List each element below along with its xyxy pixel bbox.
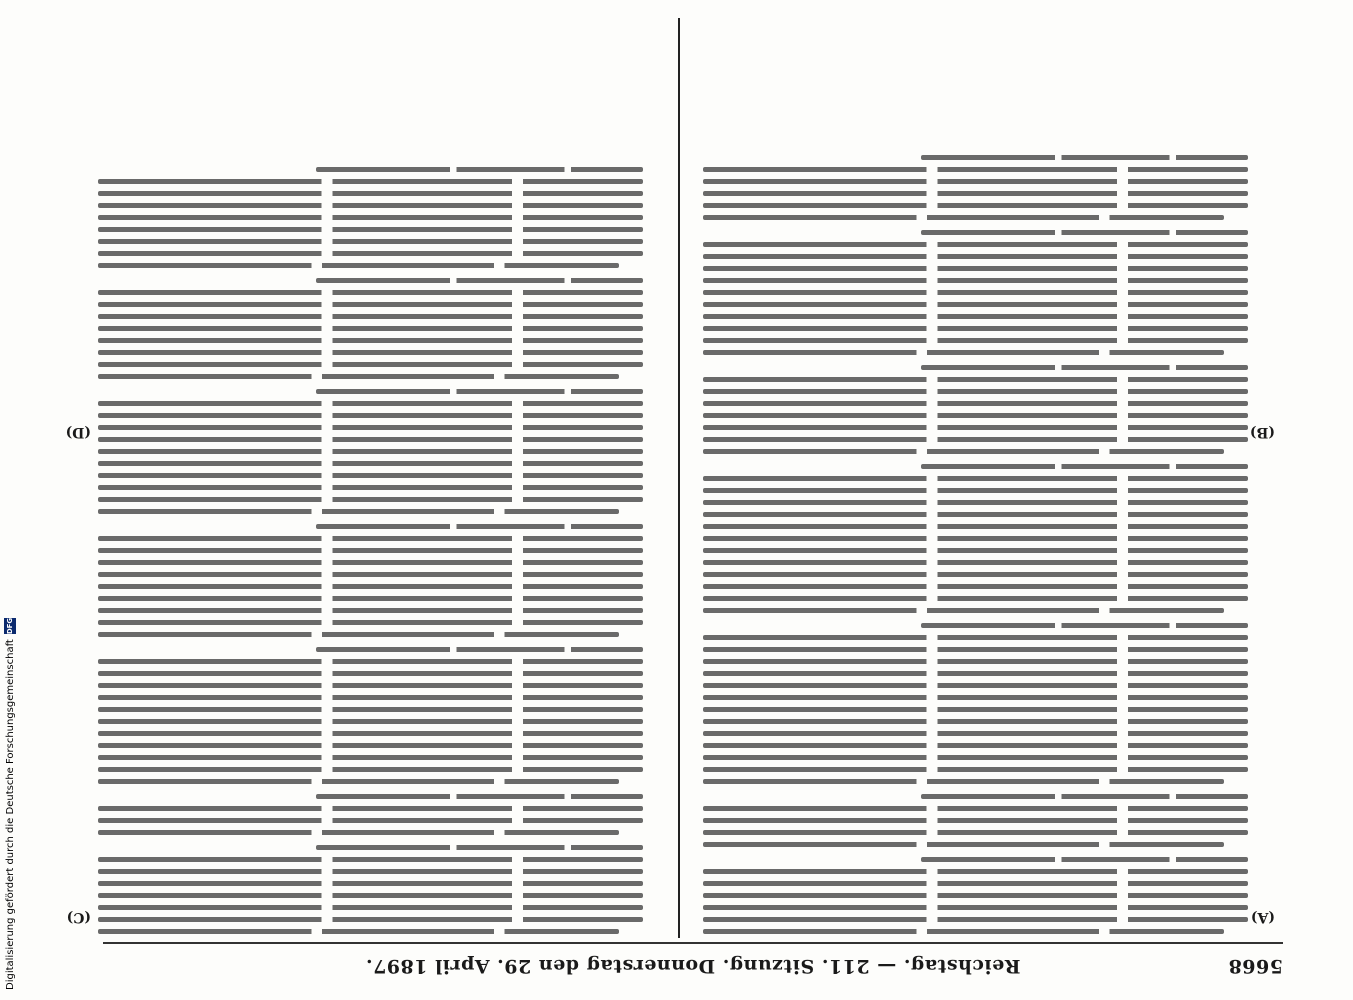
- text-line: [703, 779, 1224, 784]
- text-line: [703, 290, 1248, 295]
- text-line: [703, 719, 1248, 724]
- text-line: [703, 560, 1248, 565]
- text-line: [703, 548, 1248, 553]
- margin-marker-d: (D): [65, 424, 91, 440]
- text-line: [98, 401, 643, 406]
- credit-text: Digitalisierung gefördert durch die Deutsche Forschungsgemeinschaft: [4, 639, 16, 990]
- text-line: [703, 500, 1248, 505]
- text-line: [703, 647, 1248, 652]
- page-number: 5668: [1228, 955, 1283, 977]
- text-line: [921, 857, 1248, 862]
- text-line: [98, 632, 619, 637]
- text-line: [703, 767, 1248, 772]
- running-head: Reichstag. — 211. Sitzung. Donnerstag den 29. April 1897.: [365, 955, 1021, 977]
- text-line: [703, 278, 1248, 283]
- text-line: [703, 449, 1224, 454]
- text-line: [703, 536, 1248, 541]
- text-line: [316, 524, 643, 529]
- text-line: [98, 584, 643, 589]
- text-line: [98, 251, 643, 256]
- paragraph-placeholder: [703, 365, 1248, 454]
- text-line: [703, 743, 1248, 748]
- text-line: [98, 215, 643, 220]
- text-line: [703, 302, 1248, 307]
- text-line: [703, 476, 1248, 481]
- text-line: [703, 326, 1248, 331]
- text-line: [703, 488, 1248, 493]
- text-line: [703, 683, 1248, 688]
- text-line: [703, 401, 1248, 406]
- text-line: [921, 794, 1248, 799]
- paragraph-placeholder: [98, 647, 643, 784]
- text-line: [921, 464, 1248, 469]
- text-line: [703, 830, 1248, 835]
- text-line: [703, 869, 1248, 874]
- column-divider: [678, 18, 680, 938]
- text-line: [98, 671, 643, 676]
- paragraph-placeholder: [98, 167, 643, 268]
- text-line: [98, 929, 619, 934]
- text-line: [98, 302, 643, 307]
- paragraph-placeholder: [703, 230, 1248, 355]
- margin-marker-b: (B): [1249, 424, 1275, 440]
- paragraph-placeholder: [703, 623, 1248, 784]
- text-line: [703, 572, 1248, 577]
- text-line: [98, 350, 643, 355]
- text-line: [316, 278, 643, 283]
- paragraph-placeholder: [703, 155, 1248, 220]
- text-line: [98, 362, 643, 367]
- header-rule: [103, 942, 1283, 944]
- text-line: [316, 167, 643, 172]
- text-line: [98, 509, 619, 514]
- text-line: [98, 857, 643, 862]
- margin-marker-c: (C): [66, 909, 91, 925]
- paragraph-placeholder: [703, 857, 1248, 934]
- text-line: [98, 473, 643, 478]
- text-line: [703, 254, 1248, 259]
- text-line: [703, 818, 1248, 823]
- text-line: [703, 659, 1248, 664]
- text-line: [703, 695, 1248, 700]
- text-line: [703, 437, 1248, 442]
- text-line: [921, 623, 1248, 628]
- digitization-credit: [2, 570, 18, 990]
- text-line: [316, 794, 643, 799]
- text-line: [703, 584, 1248, 589]
- text-line: [98, 263, 619, 268]
- text-line: [703, 929, 1224, 934]
- text-line: [98, 743, 643, 748]
- text-line: [98, 779, 619, 784]
- paragraph-placeholder: [703, 794, 1248, 847]
- text-line: [98, 830, 619, 835]
- text-line: [98, 497, 643, 502]
- text-line: [98, 461, 643, 466]
- text-line: [703, 596, 1248, 601]
- text-line: [98, 695, 643, 700]
- text-line: [98, 683, 643, 688]
- text-line: [98, 485, 643, 490]
- text-line: [316, 647, 643, 652]
- text-line: [703, 881, 1248, 886]
- text-line: [98, 437, 643, 442]
- text-line: [98, 893, 643, 898]
- text-line: [98, 719, 643, 724]
- text-line: [703, 917, 1248, 922]
- text-line: [703, 167, 1248, 172]
- text-line: [98, 818, 643, 823]
- text-line: [98, 620, 643, 625]
- text-line: [98, 449, 643, 454]
- text-line: [98, 806, 643, 811]
- text-line: [921, 155, 1248, 160]
- text-line: [703, 377, 1248, 382]
- text-line: [98, 659, 643, 664]
- text-line: [703, 671, 1248, 676]
- text-line: [98, 881, 643, 886]
- text-line: [703, 524, 1248, 529]
- text-line: [98, 314, 643, 319]
- text-line: [703, 707, 1248, 712]
- text-line: [98, 203, 643, 208]
- paragraph-placeholder: [98, 389, 643, 514]
- paragraph-placeholder: [98, 524, 643, 637]
- text-line: [316, 845, 643, 850]
- text-line: [98, 917, 643, 922]
- text-line: [921, 230, 1248, 235]
- text-line: [98, 413, 643, 418]
- text-line: [98, 290, 643, 295]
- text-line: [98, 548, 643, 553]
- text-line: [703, 512, 1248, 517]
- paragraph-placeholder: [98, 845, 643, 934]
- text-line: [703, 608, 1224, 613]
- text-line: [98, 869, 643, 874]
- text-line: [703, 806, 1248, 811]
- text-line: [703, 242, 1248, 247]
- text-line: [98, 572, 643, 577]
- text-line: [98, 560, 643, 565]
- text-line: [98, 425, 643, 430]
- text-line: [703, 755, 1248, 760]
- text-line: [316, 389, 643, 394]
- text-line: [703, 842, 1224, 847]
- text-line: [98, 179, 643, 184]
- text-line: [703, 314, 1248, 319]
- paragraph-placeholder: [703, 464, 1248, 613]
- paragraph-placeholder: [98, 794, 643, 835]
- text-line: [98, 326, 643, 331]
- text-line: [98, 191, 643, 196]
- text-line: [98, 608, 643, 613]
- dfg-logo-icon: DFG: [6, 617, 14, 635]
- paragraph-placeholder: [98, 278, 643, 379]
- text-line: [703, 905, 1248, 910]
- text-line: [921, 365, 1248, 370]
- text-line: [703, 425, 1248, 430]
- text-line: [98, 755, 643, 760]
- text-line: [98, 338, 643, 343]
- text-line: [703, 350, 1224, 355]
- text-line: [703, 413, 1248, 418]
- text-line: [98, 731, 643, 736]
- text-line: [703, 893, 1248, 898]
- text-line: [703, 731, 1248, 736]
- text-line: [703, 179, 1248, 184]
- text-line: [703, 203, 1248, 208]
- text-line: [703, 266, 1248, 271]
- text-line: [703, 215, 1224, 220]
- margin-marker-a: (A): [1250, 909, 1275, 925]
- text-line: [98, 536, 643, 541]
- text-line: [98, 905, 643, 910]
- text-line: [703, 338, 1248, 343]
- text-column-right: [98, 34, 643, 934]
- text-line: [703, 191, 1248, 196]
- text-line: [98, 767, 643, 772]
- text-line: [703, 635, 1248, 640]
- text-column-left: [703, 34, 1248, 934]
- text-line: [98, 374, 619, 379]
- text-line: [98, 596, 643, 601]
- text-line: [98, 707, 643, 712]
- text-line: [98, 239, 643, 244]
- text-line: [703, 389, 1248, 394]
- text-line: [98, 227, 643, 232]
- page-header: [103, 947, 1283, 977]
